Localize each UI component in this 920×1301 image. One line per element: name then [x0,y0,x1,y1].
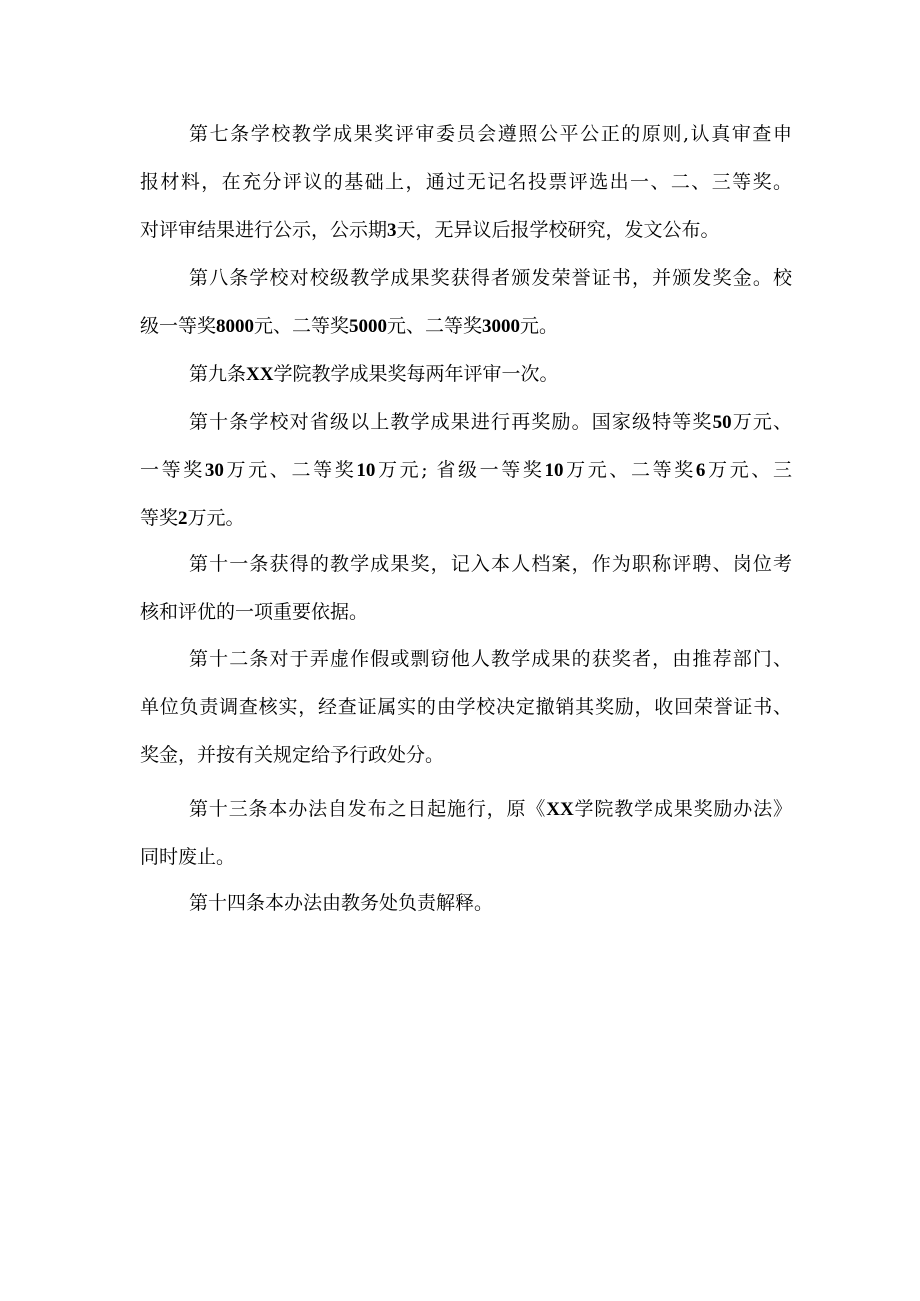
article-10-line-2: 一等奖30万元、二等奖10万元; 省级一等奖10万元、二等奖6万元、三 [140,459,792,481]
article-7-line-2: 报材料，在充分评议的基础上，通过无记名投票评选出一、二、三等奖。 [140,171,792,193]
article-7-line-3: 对评审结果进行公示，公示期3天，无异议后报学校研究，发文公布。 [140,219,720,241]
article-12-line-1: 第十二条对于弄虚作假或剽窃他人教学成果的获奖者，由推荐部门、 [189,648,792,670]
article-13-line-1: 第十三条本办法自发布之日起施行，原《XX学院教学成果奖励办法》 [189,798,792,820]
article-11-line-2: 核和评优的一项重要依据。 [140,601,369,623]
article-10-line-3: 等奖2万元。 [140,507,245,529]
article-8-line-1: 第八条学校对校级教学成果奖获得者颁发荣誉证书，并颁发奖金。校 [189,267,792,289]
article-14-line-1: 第十四条本办法由教务处负责解释。 [189,892,494,914]
article-11-line-1: 第十一条获得的教学成果奖，记入本人档案，作为职称评聘、岗位考 [189,553,792,575]
article-12-line-3: 奖金，并按有关规定给予行政处分。 [140,744,445,766]
article-13-line-2: 同时废止。 [140,846,236,868]
article-8-line-2: 级一等奖8000元、二等奖5000元、二等奖3000元。 [140,315,559,337]
article-12-line-2: 单位负责调查核实，经查证属实的由学校决定撤销其奖励，收回荣誉证书、 [140,696,792,718]
article-7-line-1: 第七条学校教学成果奖评审委员会遵照公平公正的原则,认真审查申 [189,123,792,145]
article-10-line-1: 第十条学校对省级以上教学成果进行再奖励。国家级特等奖50万元、 [189,411,792,433]
article-9-line-1: 第九条XX学院教学成果奖每两年评审一次。 [189,363,559,385]
